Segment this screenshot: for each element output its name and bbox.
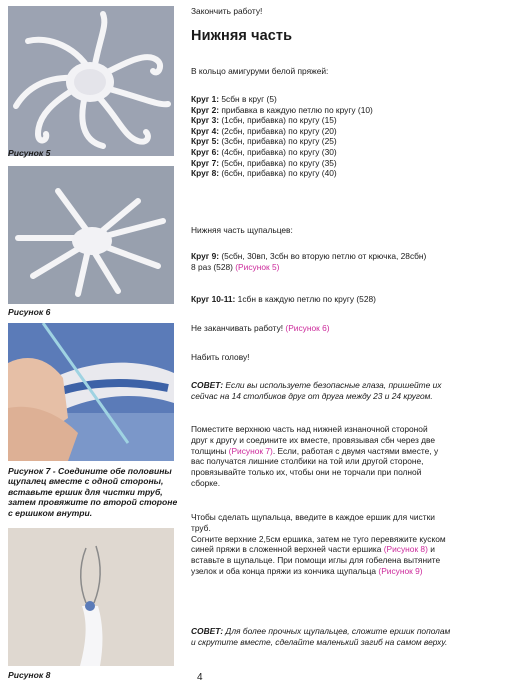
figure-5-ref: (Рисунок 5) — [235, 261, 280, 272]
round-6: Круг 6: (4сбн, прибавка) по кругу (30) — [191, 146, 337, 157]
intro-text: В кольцо амигуруми белой пряжей: — [191, 66, 329, 76]
page-title: Нижняя часть — [191, 28, 293, 44]
assembly-paragraph: Поместите верхнюю часть над нижней изнаночной стороной друг к другу и соедините их вместе, провязывая сбн через две толщины (Рисунок 7). Если, работая с двумя частями вместе, у вас получатся лишние столбики на той или другой стороне, провязывайте только их, чтобы они не торчали при полной сборке. — [191, 424, 439, 488]
tip-safety-eyes: СОВЕТ: Если вы используете безопасные глаза, пришейте их сейчас на 14 столбиков друг от друга между 23 и 24 кругом. — [191, 380, 442, 401]
caption-figure-5: Рисунок 5 — [8, 148, 51, 158]
finish-note: Закончить работу! — [191, 6, 263, 16]
photo-figure-5 — [8, 6, 174, 156]
round-4: Круг 4: (2сбн, прибавка) по кругу (20) — [191, 125, 337, 136]
round-2: Круг 2: прибавка в каждую петлю по кругу (10) — [191, 104, 373, 115]
figure-6-ref: (Рисунок 6) — [285, 323, 330, 333]
round-1: Круг 1: 5сбн в круг (5) — [191, 94, 277, 104]
stuff-head-note: Набить голову! — [191, 352, 250, 362]
figure-7-ref: (Рисунок 7) — [228, 445, 273, 456]
photo-figure-6 — [8, 166, 174, 304]
photo-figure-7 — [8, 323, 174, 461]
round-5: Круг 5: (3сбн, прибавка) по кругу (25) — [191, 136, 337, 147]
round-7: Круг 7: (5сбн, прибавка) по кругу (35) — [191, 157, 337, 168]
tentacles-heading: Нижняя часть щупальцев: — [191, 225, 293, 235]
figure-9-ref: (Рисунок 9) — [378, 565, 423, 576]
figure-8-ref: (Рисунок 8) — [383, 544, 428, 555]
caption-figure-8: Рисунок 8 — [8, 670, 51, 680]
caption-figure-6: Рисунок 6 — [8, 307, 51, 317]
round-3: Круг 3: (1сбн, прибавка) по кругу (15) — [191, 115, 337, 126]
pipe-cleaner-paragraph: Чтобы сделать щупальца, введите в каждое ершик для чистки труб. Согните верхние 2,5см ершика, затем не туго перевяжите куском синей пряжи в сложенной верхней части ершика (Рисунок 8) и вставьте в щупальце. При помощи иглы для гобелена вытяните узелок и оба конца пряжи из кончика щупальца (Рисунок 9) — [191, 512, 446, 576]
instructions-column — [191, 0, 503, 690]
round-10-11: Круг 10-11: 1сбн в каждую петлю по кругу (528) — [191, 294, 376, 304]
dont-finish-note: Не заканчивать работу! (Рисунок 6) — [191, 323, 330, 333]
caption-figure-7: Рисунок 7 - Соедините обе половины щупалец вместе с одной стороны, вставьте ершик для чистки труб, затем провяжите по второй стороне с ершиком внутри. — [8, 466, 178, 518]
rounds-list — [191, 94, 503, 179]
round-9: Круг 9: (5сбн, 30вп, 3сбн во вторую петлю от крючка, 28сбн) 8 раз (528) (Рисунок 5) — [191, 251, 427, 272]
photo-figure-8 — [8, 528, 174, 666]
tip-stronger-tentacles: СОВЕТ: Для более прочных щупальцев, сложите ершик пополам и скрутите вместе, сделайте маленький загиб на самом верху. — [191, 626, 451, 647]
figures-column — [0, 0, 180, 690]
round-8: Круг 8: (6сбн, прибавка) по кругу (40) — [191, 168, 337, 179]
page-number: 4 — [197, 672, 203, 683]
